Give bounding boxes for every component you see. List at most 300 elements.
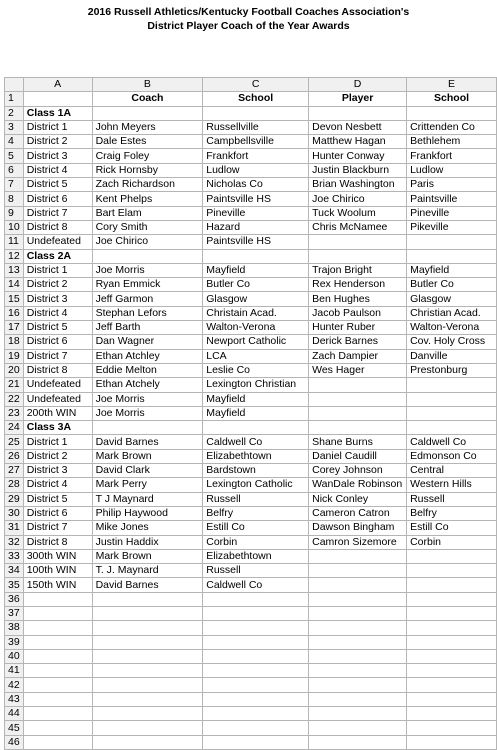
table-cell[interactable]: Bethlehem [407, 135, 497, 149]
table-cell[interactable]: District 1 [23, 435, 92, 449]
table-cell[interactable] [92, 664, 203, 678]
table-cell[interactable]: Ludlow [407, 163, 497, 177]
table-cell[interactable]: Frankfort [203, 149, 309, 163]
table-cell[interactable] [92, 635, 203, 649]
table-cell[interactable]: Cameron Catron [309, 506, 407, 520]
table-cell[interactable]: Corbin [203, 535, 309, 549]
table-cell[interactable]: District 7 [23, 521, 92, 535]
table-cell[interactable]: District 2 [23, 278, 92, 292]
table-cell[interactable] [309, 406, 407, 420]
select-all-corner[interactable] [5, 78, 24, 92]
table-cell[interactable]: District 5 [23, 321, 92, 335]
row-header[interactable]: 7 [5, 178, 24, 192]
table-cell[interactable]: Pikeville [407, 220, 497, 234]
table-cell[interactable] [203, 692, 309, 706]
table-cell[interactable] [92, 649, 203, 663]
row-header[interactable]: 39 [5, 635, 24, 649]
table-cell[interactable] [203, 664, 309, 678]
column-header-A[interactable]: A [23, 78, 92, 92]
row-header[interactable]: 29 [5, 492, 24, 506]
table-cell[interactable] [407, 664, 497, 678]
row-header[interactable]: 8 [5, 192, 24, 206]
row-header[interactable]: 41 [5, 664, 24, 678]
row-header[interactable]: 25 [5, 435, 24, 449]
table-cell[interactable]: 150th WIN [23, 578, 92, 592]
table-cell[interactable] [92, 106, 203, 120]
table-cell[interactable] [407, 578, 497, 592]
header-cell[interactable] [23, 92, 92, 106]
table-cell[interactable]: Mayfield [203, 406, 309, 420]
table-cell[interactable]: Bart Elam [92, 206, 203, 220]
table-cell[interactable]: Undefeated [23, 235, 92, 249]
table-cell[interactable] [203, 678, 309, 692]
table-cell[interactable]: Derick Barnes [309, 335, 407, 349]
table-cell[interactable] [23, 692, 92, 706]
table-cell[interactable]: Chris McNamee [309, 220, 407, 234]
row-header[interactable]: 37 [5, 606, 24, 620]
table-cell[interactable]: Central [407, 464, 497, 478]
row-header[interactable]: 12 [5, 249, 24, 263]
column-header-D[interactable]: D [309, 78, 407, 92]
row-header[interactable]: 5 [5, 149, 24, 163]
row-header[interactable]: 21 [5, 378, 24, 392]
table-cell[interactable] [407, 592, 497, 606]
table-cell[interactable] [92, 721, 203, 735]
section-label-cell[interactable]: Class 1A [23, 106, 92, 120]
table-cell[interactable]: Belfry [407, 506, 497, 520]
table-cell[interactable] [92, 707, 203, 721]
table-cell[interactable]: Matthew Hagan [309, 135, 407, 149]
row-header[interactable]: 26 [5, 449, 24, 463]
table-cell[interactable]: District 7 [23, 206, 92, 220]
table-cell[interactable]: Ryan Emmick [92, 278, 203, 292]
table-cell[interactable] [92, 678, 203, 692]
table-cell[interactable]: Frankfort [407, 149, 497, 163]
table-cell[interactable]: Zach Dampier [309, 349, 407, 363]
header-cell[interactable]: Player [309, 92, 407, 106]
table-cell[interactable]: Mark Brown [92, 549, 203, 563]
table-cell[interactable]: Russell [407, 492, 497, 506]
table-cell[interactable]: Philip Haywood [92, 506, 203, 520]
table-cell[interactable] [309, 421, 407, 435]
table-cell[interactable]: Lexington Christian [203, 378, 309, 392]
table-cell[interactable]: Ben Hughes [309, 292, 407, 306]
table-cell[interactable]: Russell [203, 564, 309, 578]
table-cell[interactable]: Mark Perry [92, 478, 203, 492]
table-cell[interactable] [407, 635, 497, 649]
table-cell[interactable] [23, 606, 92, 620]
table-cell[interactable]: District 6 [23, 506, 92, 520]
table-cell[interactable]: David Barnes [92, 578, 203, 592]
table-row [5, 464, 497, 478]
table-row [5, 363, 497, 377]
table-cell[interactable]: District 4 [23, 163, 92, 177]
table-cell[interactable]: Estill Co [203, 521, 309, 535]
table-cell[interactable]: District 8 [23, 220, 92, 234]
table-cell[interactable]: Russellville [203, 120, 309, 134]
table-cell[interactable]: Hunter Ruber [309, 321, 407, 335]
table-cell[interactable] [407, 692, 497, 706]
table-cell[interactable]: Rick Hornsby [92, 163, 203, 177]
row-header[interactable]: 43 [5, 692, 24, 706]
table-cell[interactable] [23, 635, 92, 649]
table-cell[interactable]: Joe Chirico [92, 235, 203, 249]
table-cell[interactable] [309, 664, 407, 678]
table-cell[interactable]: Hazard [203, 220, 309, 234]
table-cell[interactable]: Stephan Lefors [92, 306, 203, 320]
table-cell[interactable]: Estill Co [407, 521, 497, 535]
table-cell[interactable]: Danville [407, 349, 497, 363]
table-cell[interactable] [309, 721, 407, 735]
table-cell[interactable] [92, 692, 203, 706]
table-cell[interactable] [203, 606, 309, 620]
table-cell[interactable] [23, 621, 92, 635]
table-cell[interactable]: David Clark [92, 464, 203, 478]
row-header[interactable]: 18 [5, 335, 24, 349]
row-header[interactable]: 23 [5, 406, 24, 420]
table-cell[interactable] [203, 707, 309, 721]
table-cell[interactable] [309, 592, 407, 606]
table-cell[interactable] [407, 549, 497, 563]
table-cell[interactable]: Bardstown [203, 464, 309, 478]
table-cell[interactable] [92, 621, 203, 635]
table-cell[interactable]: Dale Estes [92, 135, 203, 149]
row-header[interactable]: 32 [5, 535, 24, 549]
table-cell[interactable]: John Meyers [92, 120, 203, 134]
table-cell[interactable] [203, 421, 309, 435]
header-cell[interactable]: School [407, 92, 497, 106]
table-cell[interactable]: Paris [407, 178, 497, 192]
table-cell[interactable] [203, 249, 309, 263]
table-cell[interactable] [23, 735, 92, 749]
table-cell[interactable]: Campbellsville [203, 135, 309, 149]
row-header[interactable]: 38 [5, 621, 24, 635]
row-header[interactable]: 17 [5, 321, 24, 335]
table-cell[interactable] [203, 735, 309, 749]
table-cell[interactable]: Daniel Caudill [309, 449, 407, 463]
table-row [5, 421, 497, 435]
table-cell[interactable] [309, 649, 407, 663]
row-header[interactable]: 30 [5, 506, 24, 520]
table-cell[interactable]: Newport Catholic [203, 335, 309, 349]
table-cell[interactable] [309, 692, 407, 706]
table-cell[interactable] [92, 421, 203, 435]
table-cell[interactable] [407, 606, 497, 620]
table-cell[interactable]: District 4 [23, 478, 92, 492]
table-cell[interactable] [309, 606, 407, 620]
table-cell[interactable]: District 1 [23, 263, 92, 277]
table-row [5, 649, 497, 663]
table-cell[interactable] [92, 249, 203, 263]
table-cell[interactable]: Paintsville [407, 192, 497, 206]
row-header[interactable]: 28 [5, 478, 24, 492]
row-header[interactable]: 19 [5, 349, 24, 363]
row-header[interactable]: 27 [5, 464, 24, 478]
table-cell[interactable]: Devon Nesbett [309, 120, 407, 134]
row-header[interactable]: 31 [5, 521, 24, 535]
table-cell[interactable]: Brian Washington [309, 178, 407, 192]
table-cell[interactable] [407, 707, 497, 721]
table-cell[interactable]: Western Hills [407, 478, 497, 492]
table-cell[interactable]: Dan Wagner [92, 335, 203, 349]
table-cell[interactable]: Ludlow [203, 163, 309, 177]
section-label-cell[interactable]: Class 3A [23, 421, 92, 435]
table-cell[interactable]: Jeff Barth [92, 321, 203, 335]
table-cell[interactable]: Paintsville HS [203, 235, 309, 249]
table-cell[interactable]: Edmonson Co [407, 449, 497, 463]
table-cell[interactable]: Joe Chirico [309, 192, 407, 206]
table-cell[interactable] [309, 392, 407, 406]
table-cell[interactable]: Caldwell Co [407, 435, 497, 449]
table-cell[interactable]: Eddie Melton [92, 363, 203, 377]
table-cell[interactable]: Walton-Verona [407, 321, 497, 335]
table-cell[interactable]: Trajon Bright [309, 263, 407, 277]
table-cell[interactable] [23, 592, 92, 606]
table-cell[interactable] [407, 378, 497, 392]
table-cell[interactable]: Nick Conley [309, 492, 407, 506]
table-row [5, 478, 497, 492]
table-row [5, 92, 497, 106]
table-cell[interactable] [203, 106, 309, 120]
row-header[interactable]: 6 [5, 163, 24, 177]
table-cell[interactable]: Mayfield [407, 263, 497, 277]
table-cell[interactable]: District 3 [23, 292, 92, 306]
table-cell[interactable] [309, 549, 407, 563]
table-cell[interactable]: Ethan Atchely [92, 378, 203, 392]
table-row [5, 120, 497, 134]
table-cell[interactable]: Belfry [203, 506, 309, 520]
table-cell[interactable]: 100th WIN [23, 564, 92, 578]
table-cell[interactable]: Joe Morris [92, 406, 203, 420]
row-header[interactable]: 2 [5, 106, 24, 120]
header-cell[interactable]: School [203, 92, 309, 106]
column-header-row [5, 78, 497, 92]
table-cell[interactable]: Lexington Catholic [203, 478, 309, 492]
table-row [5, 149, 497, 163]
header-cell[interactable]: Coach [92, 92, 203, 106]
table-cell[interactable]: Mark Brown [92, 449, 203, 463]
table-cell[interactable]: Corbin [407, 535, 497, 549]
table-cell[interactable] [309, 621, 407, 635]
table-cell[interactable]: Walton-Verona [203, 321, 309, 335]
row-header[interactable]: 22 [5, 392, 24, 406]
table-cell[interactable] [309, 106, 407, 120]
table-cell[interactable]: Dawson Bingham [309, 521, 407, 535]
table-cell[interactable] [309, 735, 407, 749]
table-cell[interactable]: District 5 [23, 178, 92, 192]
table-cell[interactable]: Glasgow [407, 292, 497, 306]
row-header[interactable]: 33 [5, 549, 24, 563]
row-header[interactable]: 16 [5, 306, 24, 320]
table-cell[interactable] [92, 606, 203, 620]
table-cell[interactable]: Glasgow [203, 292, 309, 306]
table-cell[interactable]: Crittenden Co [407, 120, 497, 134]
table-cell[interactable]: 300th WIN [23, 549, 92, 563]
table-cell[interactable] [407, 564, 497, 578]
table-cell[interactable]: Pineville [407, 206, 497, 220]
row-header[interactable]: 4 [5, 135, 24, 149]
row-header[interactable]: 24 [5, 421, 24, 435]
table-cell[interactable] [309, 235, 407, 249]
table-cell[interactable] [309, 635, 407, 649]
table-cell[interactable]: Cory Smith [92, 220, 203, 234]
table-cell[interactable]: Kent Phelps [92, 192, 203, 206]
table-cell[interactable] [203, 621, 309, 635]
section-label-cell[interactable]: Class 2A [23, 249, 92, 263]
table-row [5, 235, 497, 249]
table-cell[interactable]: T J Maynard [92, 492, 203, 506]
table-cell[interactable] [407, 235, 497, 249]
table-cell[interactable]: Elizabethtown [203, 449, 309, 463]
table-cell[interactable]: Christain Acad. [203, 306, 309, 320]
table-cell[interactable]: Caldwell Co [203, 435, 309, 449]
table-row [5, 692, 497, 706]
table-cell[interactable] [203, 721, 309, 735]
table-cell[interactable] [407, 621, 497, 635]
table-cell[interactable]: Justin Blackburn [309, 163, 407, 177]
table-cell[interactable] [309, 578, 407, 592]
table-cell[interactable]: Nicholas Co [203, 178, 309, 192]
table-cell[interactable]: LCA [203, 349, 309, 363]
table-cell[interactable] [407, 421, 497, 435]
table-cell[interactable]: Prestonburg [407, 363, 497, 377]
table-cell[interactable]: Cov. Holy Cross [407, 335, 497, 349]
row-header[interactable]: 1 [5, 92, 24, 106]
table-cell[interactable]: Hunter Conway [309, 149, 407, 163]
table-cell[interactable] [407, 649, 497, 663]
row-header[interactable]: 3 [5, 120, 24, 134]
table-cell[interactable]: Justin Haddix [92, 535, 203, 549]
table-cell[interactable] [92, 592, 203, 606]
table-cell[interactable]: WanDale Robinson [309, 478, 407, 492]
table-cell[interactable]: District 1 [23, 120, 92, 134]
table-cell[interactable] [407, 249, 497, 263]
table-row [5, 392, 497, 406]
table-cell[interactable]: Mayfield [203, 392, 309, 406]
table-cell[interactable]: Mike Jones [92, 521, 203, 535]
table-cell[interactable]: District 3 [23, 464, 92, 478]
table-cell[interactable]: Leslie Co [203, 363, 309, 377]
row-header[interactable]: 20 [5, 363, 24, 377]
table-cell[interactable]: Zach Richardson [92, 178, 203, 192]
table-cell[interactable]: District 3 [23, 149, 92, 163]
table-cell[interactable]: 200th WIN [23, 406, 92, 420]
table-row [5, 192, 497, 206]
table-cell[interactable]: Russell [203, 492, 309, 506]
table-cell[interactable]: District 8 [23, 363, 92, 377]
table-cell[interactable] [23, 664, 92, 678]
table-cell[interactable] [23, 649, 92, 663]
table-cell[interactable]: Paintsville HS [203, 192, 309, 206]
column-header-E[interactable]: E [407, 78, 497, 92]
table-row [5, 621, 497, 635]
row-header[interactable]: 44 [5, 707, 24, 721]
table-cell[interactable]: District 2 [23, 449, 92, 463]
table-cell[interactable] [92, 735, 203, 749]
table-cell[interactable] [309, 378, 407, 392]
table-cell[interactable]: Joe Morris [92, 392, 203, 406]
table-cell[interactable] [203, 649, 309, 663]
column-header-C[interactable]: C [203, 78, 309, 92]
table-cell[interactable]: Craig Foley [92, 149, 203, 163]
table-cell[interactable]: Joe Morris [92, 263, 203, 277]
table-cell[interactable]: Elizabethtown [203, 549, 309, 563]
table-cell[interactable] [23, 678, 92, 692]
table-cell[interactable]: District 6 [23, 335, 92, 349]
table-cell[interactable]: Undefeated [23, 378, 92, 392]
row-header[interactable]: 11 [5, 235, 24, 249]
table-cell[interactable]: Wes Hager [309, 363, 407, 377]
table-cell[interactable] [23, 721, 92, 735]
table-cell[interactable]: Tuck Woolum [309, 206, 407, 220]
row-header[interactable]: 13 [5, 263, 24, 277]
table-cell[interactable]: Pineville [203, 206, 309, 220]
table-cell[interactable]: David Barnes [92, 435, 203, 449]
table-cell[interactable] [309, 707, 407, 721]
row-header[interactable]: 42 [5, 678, 24, 692]
table-cell[interactable]: Mayfield [203, 263, 309, 277]
table-cell[interactable]: Butler Co [407, 278, 497, 292]
row-header[interactable]: 46 [5, 735, 24, 749]
row-header[interactable]: 15 [5, 292, 24, 306]
table-cell[interactable] [407, 735, 497, 749]
table-cell[interactable]: Jacob Paulson [309, 306, 407, 320]
table-cell[interactable] [23, 707, 92, 721]
table-cell[interactable]: Butler Co [203, 278, 309, 292]
table-cell[interactable]: District 7 [23, 349, 92, 363]
table-cell[interactable] [309, 249, 407, 263]
row-header[interactable]: 35 [5, 578, 24, 592]
table-row [5, 220, 497, 234]
table-cell[interactable]: District 5 [23, 492, 92, 506]
spreadsheet-grid [4, 77, 497, 750]
table-cell[interactable] [407, 406, 497, 420]
table-cell[interactable] [407, 106, 497, 120]
column-header-B[interactable]: B [92, 78, 203, 92]
table-cell[interactable]: T. J. Maynard [92, 564, 203, 578]
table-cell[interactable]: District 8 [23, 535, 92, 549]
table-cell[interactable] [309, 678, 407, 692]
row-header[interactable]: 14 [5, 278, 24, 292]
table-cell[interactable] [407, 392, 497, 406]
table-cell[interactable] [407, 678, 497, 692]
table-cell[interactable]: District 2 [23, 135, 92, 149]
table-cell[interactable]: District 6 [23, 192, 92, 206]
row-header[interactable]: 36 [5, 592, 24, 606]
table-cell[interactable]: Caldwell Co [203, 578, 309, 592]
table-cell[interactable]: Camron Sizemore [309, 535, 407, 549]
table-cell[interactable] [203, 635, 309, 649]
row-header[interactable]: 9 [5, 206, 24, 220]
table-cell[interactable] [203, 592, 309, 606]
table-cell[interactable]: Corey Johnson [309, 464, 407, 478]
table-row [5, 521, 497, 535]
table-cell[interactable]: Shane Burns [309, 435, 407, 449]
table-cell[interactable]: Ethan Atchley [92, 349, 203, 363]
table-cell[interactable]: Christian Acad. [407, 306, 497, 320]
row-header[interactable]: 10 [5, 220, 24, 234]
table-cell[interactable]: Undefeated [23, 392, 92, 406]
row-header[interactable]: 40 [5, 649, 24, 663]
table-row [5, 678, 497, 692]
row-header[interactable]: 34 [5, 564, 24, 578]
table-cell[interactable] [407, 721, 497, 735]
table-cell[interactable] [309, 564, 407, 578]
table-cell[interactable]: Jeff Garmon [92, 292, 203, 306]
table-cell[interactable]: Rex Henderson [309, 278, 407, 292]
table-cell[interactable]: District 4 [23, 306, 92, 320]
row-header[interactable]: 45 [5, 721, 24, 735]
